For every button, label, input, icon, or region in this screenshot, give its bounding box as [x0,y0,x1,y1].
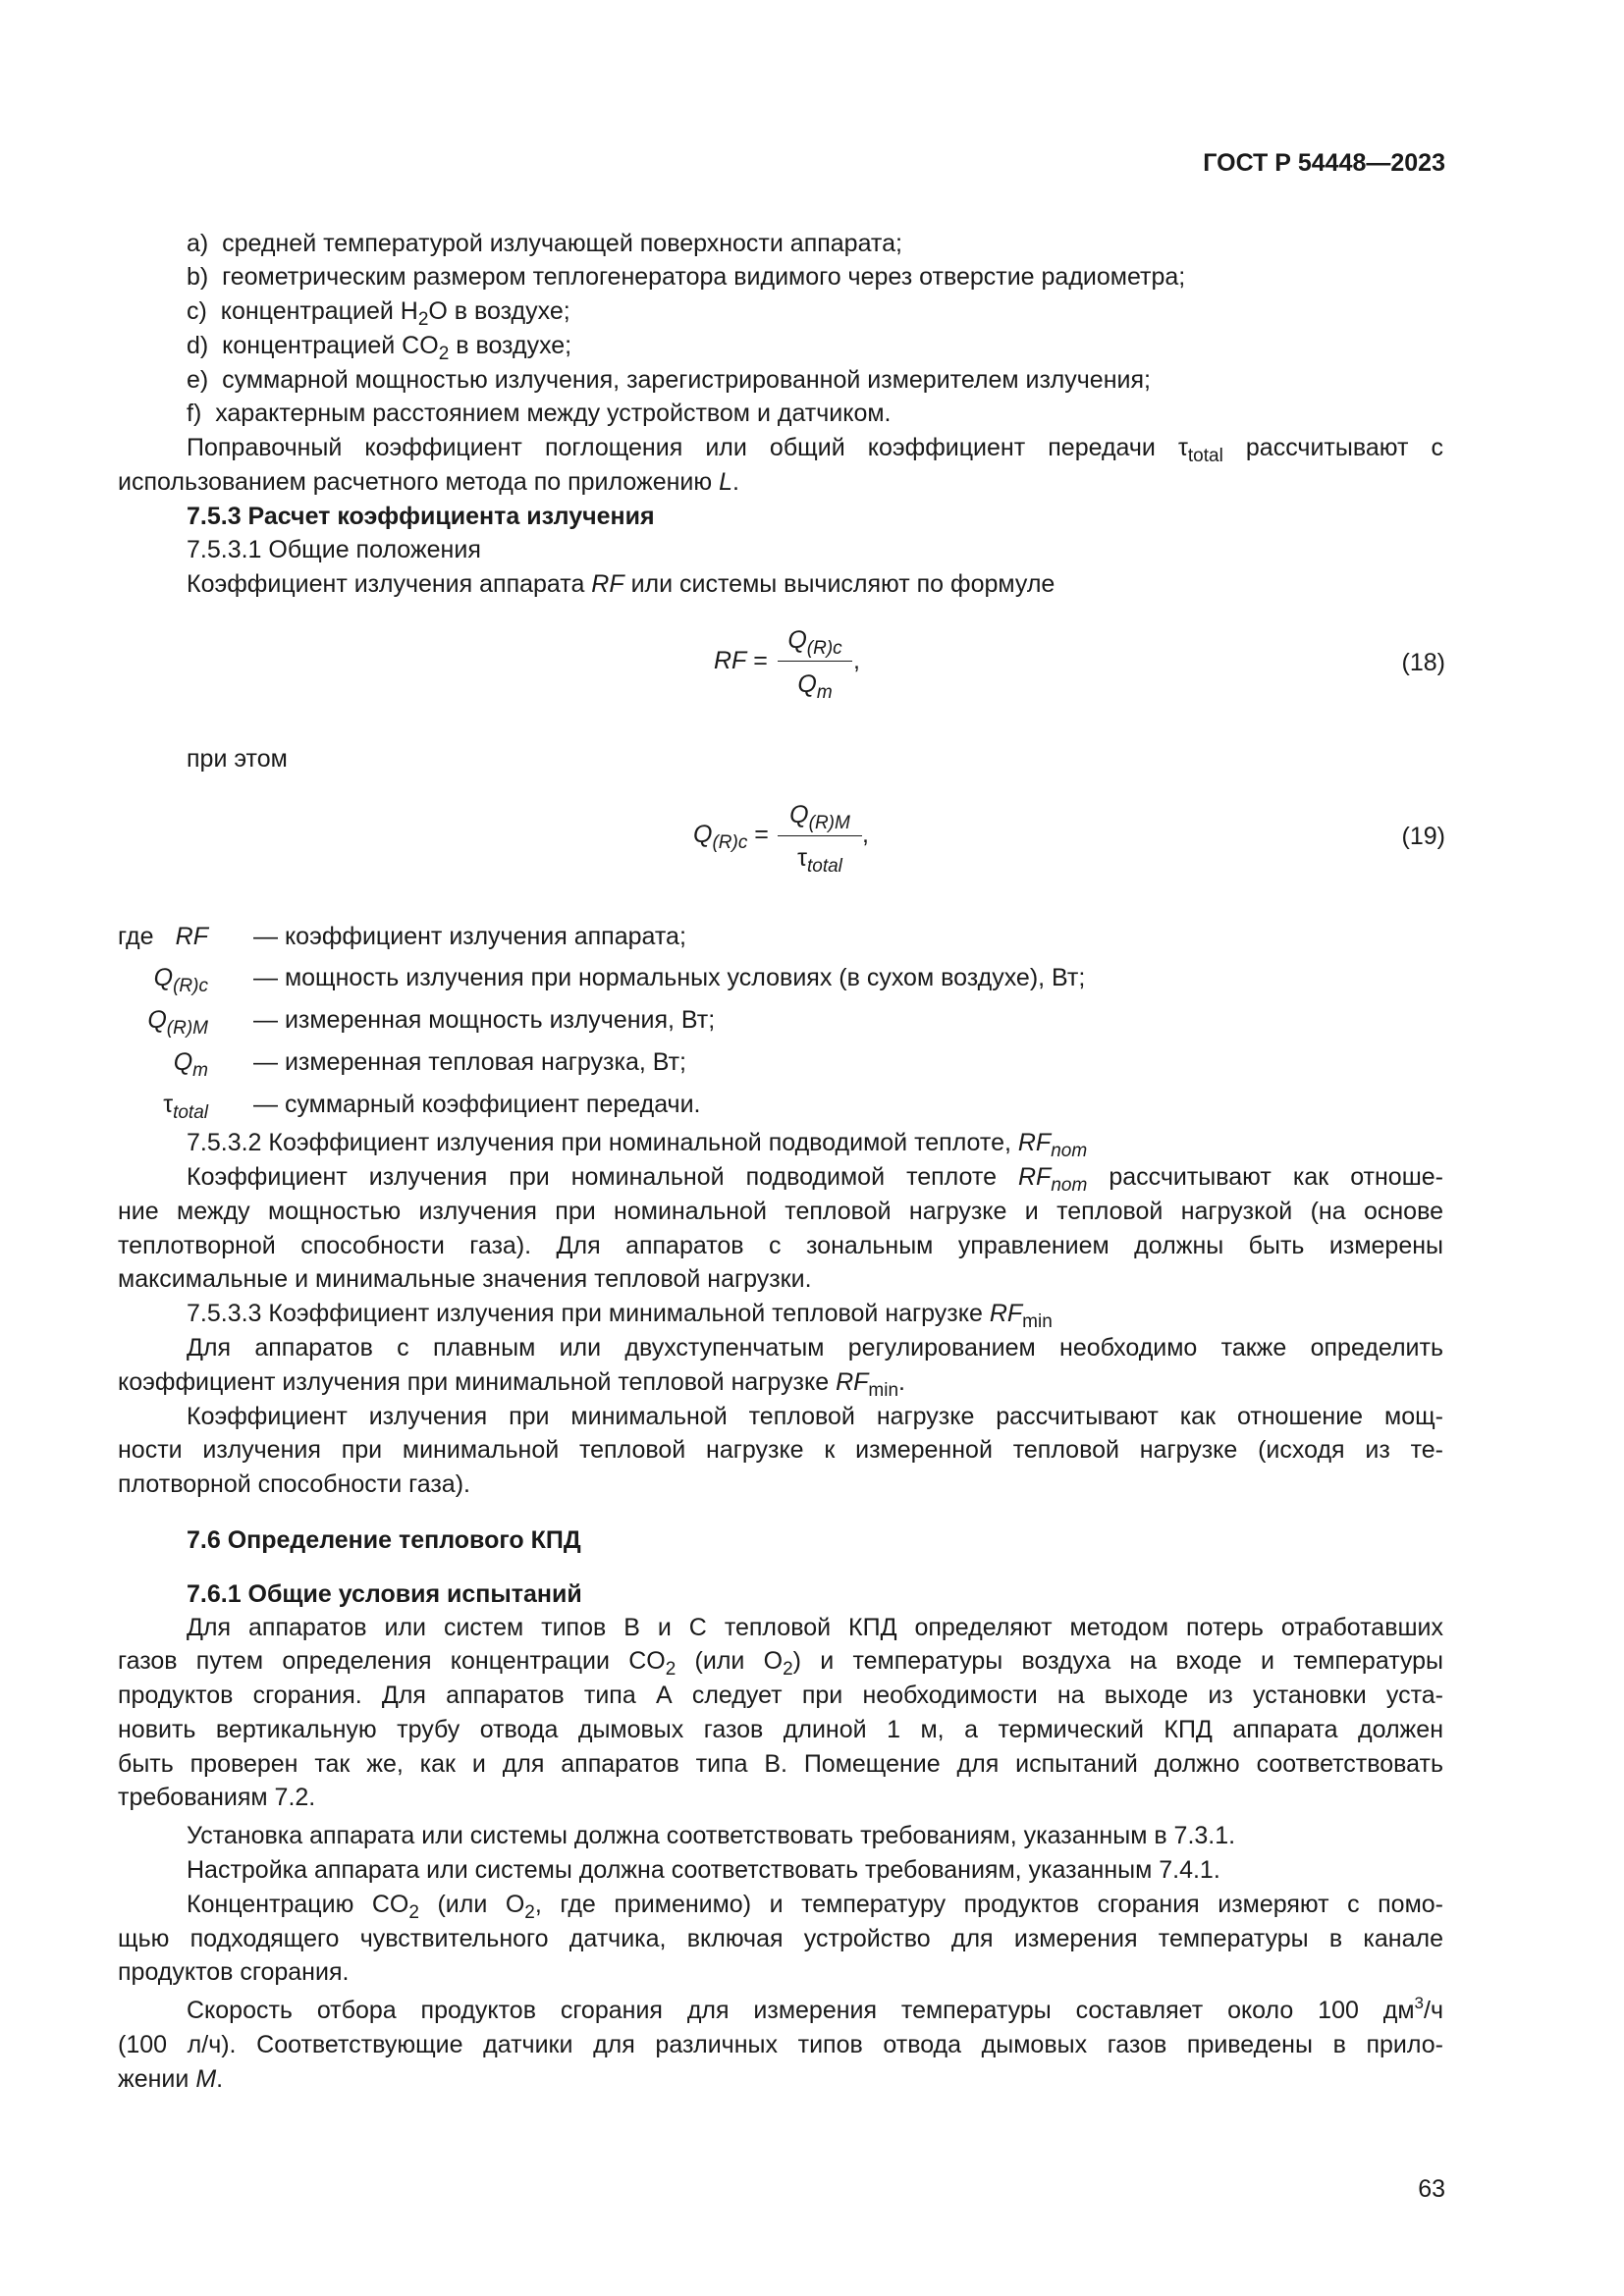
standard-designation: ГОСТ Р 54448—2023 [1203,149,1445,177]
def-symbol-q-rc: $Q_{(R)c}$ [153,964,208,996]
def-text-q-m: — измеренная тепловая нагрузка, Вт; [253,1048,686,1076]
where-word: где [118,923,154,950]
concentration-line2: щью подходящего чувствительного датчика, включая устройство для измерения температуры в канале [118,1925,1443,1952]
installation-requirement: Установка аппарата или системы должна соответствовать требованиям, указанным в 7.3.1. [187,1822,1236,1849]
document-page: ГОСТ Р 54448—2023 a) средней температурой излучающей поверхности аппарата; b) геометрическим размером теплогенератора видимого через отверстие радиометра; c) концентрацией $H_2O$ в воздухе; d) концентрацией $CO_2$ в воздухе; e) суммарной мощностью излучения, зарегистрированной измерителем излучения; f) характерным расстоянием между устройством и датчиком. Поправочный коэффициент поглощения или общий коэффициент передачи $\tau_{total}$ рассчитывают с использованием расчетного метода по приложению L. 7.5.3 Расчет коэффициента излучения 7.5.3.1 Общие положения Коэффициент излучения аппарата RF или системы вычисляют по формуле RF = $Q_{(R)c}$ $Q_m$ , (18) при этом $Q_{(R)c}$ = $Q_{(R)M}$ $\tau_{total}$ , (19) где RF — коэффициент излучения аппарата; $Q_{(R)c}$ — мощность излучения при нормальных условиях (в сухом воздухе), Вт; $Q_{(R)M}$ — измеренная мощность излучения, Вт; $Q_m$ — измеренная тепловая нагрузка, Вт; $\tau_{total}$ — суммарный коэффициент передачи. 7.5.3.2 Коэффициент излучения при номинальной подводимой теплоте, $RF_{nom}$ Коэффициент излучения при номинальной подводимой теплоте $RF_{nom}$ рассчитывают как отноше- ние между мощностью излучения при номинальной тепловой нагрузке и тепловой нагрузкой (на основе теплотворной способности газа). Для аппаратов с зональным управлением должны быть измерены максимальные и минимальные значения тепловой нагрузки. 7.5.3.3 Коэффициент излучения при минимальной тепловой нагрузке $RF_{min}$ Для аппаратов с плавным или двухступенчатым регулированием необходимо также определить коэффициент излучения при минимальной тепловой нагрузке $RF_{min}$. Коэффициент излучения при минимальной тепловой нагрузке рассчитывают как отношение мощ- ности излучения при минимальной тепловой нагрузке к измеренной тепловой нагрузке (исходя из те- плотворной способности газа). 7.6 Определение теплового КПД 7.6.1 Общие условия испытаний Для аппаратов или систем типов В и С тепловой КПД определяют методом потерь отработавших газов путем определения концентрации $CO_2$ (или $O_2$) и температуры воздуха на входе и температуры продуктов сгорания. Для аппаратов типа А следует при необходимости на выходе из установки уста- новить вертикальную трубу отвода дымовых газов длиной 1 м, а термический КПД аппарата должен быть проверен так же, как и для аппаратов типа В. Помещение для испытаний должно соответствовать требованиям 7.2. Установка аппарата или системы должна соответствовать требованиям, указанным в 7.3.1. Настройка аппарата или системы должна соответствовать требованиям, указанным 7.4.1. Концентрацию $CO_2$ (или $O_2$, где применимо) и температуру продуктов сгорания измеряют с помо- щью подходящего чувствительного датчика, включая устройство для измерения температуры в канале продуктов сгорания. Скорость отбора продуктов сгорания для измерения температуры составляет около 100 $дм^3/ч$ (100 л/ч). Соответствующие датчики для различных типов отвода дымовых газов приведены в прило- жении M. 63 [0,0,1624,2296]
list-item-c: c) концентрацией $H_2O$ в воздухе; [187,297,570,330]
def-symbol-q-m: $Q_m$ [173,1048,208,1081]
list-item-e: e) суммарной мощностью излучения, зарегистрированной измерителем излучения; [187,366,1151,394]
def-text-q-rc: — мощность излучения при нормальных условиях (в сухом воздухе), Вт; [253,964,1086,991]
formula-18-denominator: $Q_m$ [797,670,833,703]
section-7-6-1-line5: быть проверен так же, как и для аппаратов типа В. Помещение для испытаний должно соответствовать [118,1750,1443,1778]
section-7-5-3-3-line2: коэффициент излучения при минимальной тепловой нагрузке $RF_{min}$. [118,1368,905,1401]
sampling-rate-line3: жении M. [118,2065,224,2093]
pri-etom-text: при этом [187,745,288,773]
section-7-5-3-2-title: 7.5.3.2 Коэффициент излучения при номинальной подводимой теплоте, $RF_{nom}$ [187,1129,1088,1161]
formula-19-numerator: $Q_{(R)M}$ [789,801,850,833]
section-7-6-title: 7.6 Определение теплового КПД [187,1526,581,1554]
formula-19-denominator: $\tau_{total}$ [797,844,842,877]
concentration-line1: Концентрацию $CO_2$ (или $O_2$, где применимо) и температуру продуктов сгорания измеряют с помо- [187,1891,1443,1923]
def-symbol-q-rm: $Q_{(R)M}$ [147,1006,208,1039]
def-text-tau-total: — суммарный коэффициент передачи. [253,1091,701,1118]
def-text-rf: — коэффициент излучения аппарата; [253,923,686,950]
section-7-6-1-title: 7.6.1 Общие условия испытаний [187,1580,582,1608]
section-7-6-1-line6: требованиям 7.2. [118,1784,316,1811]
section-7-6-1-line3: продуктов сгорания. Для аппаратов типа А следует при необходимости на выходе из установки уста- [118,1682,1443,1709]
section-7-5-3-3-line5: плотворной способности газа). [118,1470,470,1498]
sampling-rate-line2: (100 л/ч). Соответствующие датчики для различных типов отвода дымовых газов приведены в прило- [118,2031,1443,2058]
list-item-d: d) концентрацией $CO_2$ в воздухе; [187,332,572,364]
def-symbol-tau-total: $\tau_{total}$ [163,1091,208,1123]
section-7-5-3-2-line3: теплотворной способности газа). Для аппаратов с зональным управлением должны быть измерены [118,1232,1443,1259]
section-7-6-1-line1: Для аппаратов или систем типов В и С тепловой КПД определяют методом потерь отработавших [187,1614,1443,1641]
equation-number-19: (19) [1401,823,1445,850]
def-symbol-rf: RF [175,923,208,950]
section-7-5-3-2-line2: ние между мощностью излучения при номинальной тепловой нагрузке и тепловой нагрузкой (на основе [118,1198,1443,1225]
section-7-5-3-3-line3: Коэффициент излучения при минимальной тепловой нагрузке рассчитывают как отношение мощ- [187,1403,1443,1430]
section-7-5-3-1-title: 7.5.3.1 Общие положения [187,536,481,563]
sampling-rate-line1: Скорость отбора продуктов сгорания для измерения температуры составляет около 100 $дм^3/ч$ [187,1994,1443,2024]
formula-intro: Коэффициент излучения аппарата RF или системы вычисляют по формуле [187,570,1056,598]
equation-number-18: (18) [1401,649,1445,676]
section-7-5-3-3-title: 7.5.3.3 Коэффициент излучения при минимальной тепловой нагрузке $RF_{min}$ [187,1300,1053,1332]
formula-18-numerator: $Q_{(R)c}$ [787,626,842,659]
def-text-q-rm: — измеренная мощность излучения, Вт; [253,1006,716,1034]
formula-18-lhs: RF [714,647,747,674]
section-7-5-3-2-line4: максимальные и минимальные значения тепловой нагрузки. [118,1265,812,1293]
formula-19-fraction-bar [778,835,862,836]
section-7-6-1-line4: новить вертикальную трубу отвода дымовых газов длиной 1 м, а термический КПД аппарата должен [118,1716,1443,1743]
setup-requirement: Настройка аппарата или системы должна соответствовать требованиям, указанным 7.4.1. [187,1856,1220,1884]
formula-18-fraction-bar [778,661,852,662]
section-7-5-3-2-line1: Коэффициент излучения при номинальной подводимой теплоте $RF_{nom}$ рассчитывают как отноше- [187,1163,1443,1196]
formula-19-lhs: Q [693,821,713,848]
correction-paragraph-line1: Поправочный коэффициент поглощения или общий коэффициент передачи $\tau_{total}$ рассчитывают с [187,434,1443,466]
page-number: 63 [1418,2175,1445,2203]
section-7-5-3-3-line1: Для аппаратов с плавным или двухступенчатым регулированием необходимо также определить [187,1334,1443,1362]
concentration-line3: продуктов сгорания. [118,1958,350,1986]
list-item-f: f) характерным расстоянием между устройством и датчиком. [187,400,892,427]
section-7-5-3-title: 7.5.3 Расчет коэффициента излучения [187,503,655,530]
section-7-5-3-3-line4: ности излучения при минимальной тепловой нагрузке к измеренной тепловой нагрузке (исходя из те- [118,1436,1443,1464]
correction-paragraph-line2: использованием расчетного метода по приложению L. [118,468,739,496]
list-item-b: b) геометрическим размером теплогенератора видимого через отверстие радиометра; [187,263,1186,291]
list-item-a: a) средней температурой излучающей поверхности аппарата; [187,230,902,257]
section-7-6-1-line2: газов путем определения концентрации $CO_2$ (или $O_2$) и температуры воздуха на входе и температуры [118,1647,1444,1680]
